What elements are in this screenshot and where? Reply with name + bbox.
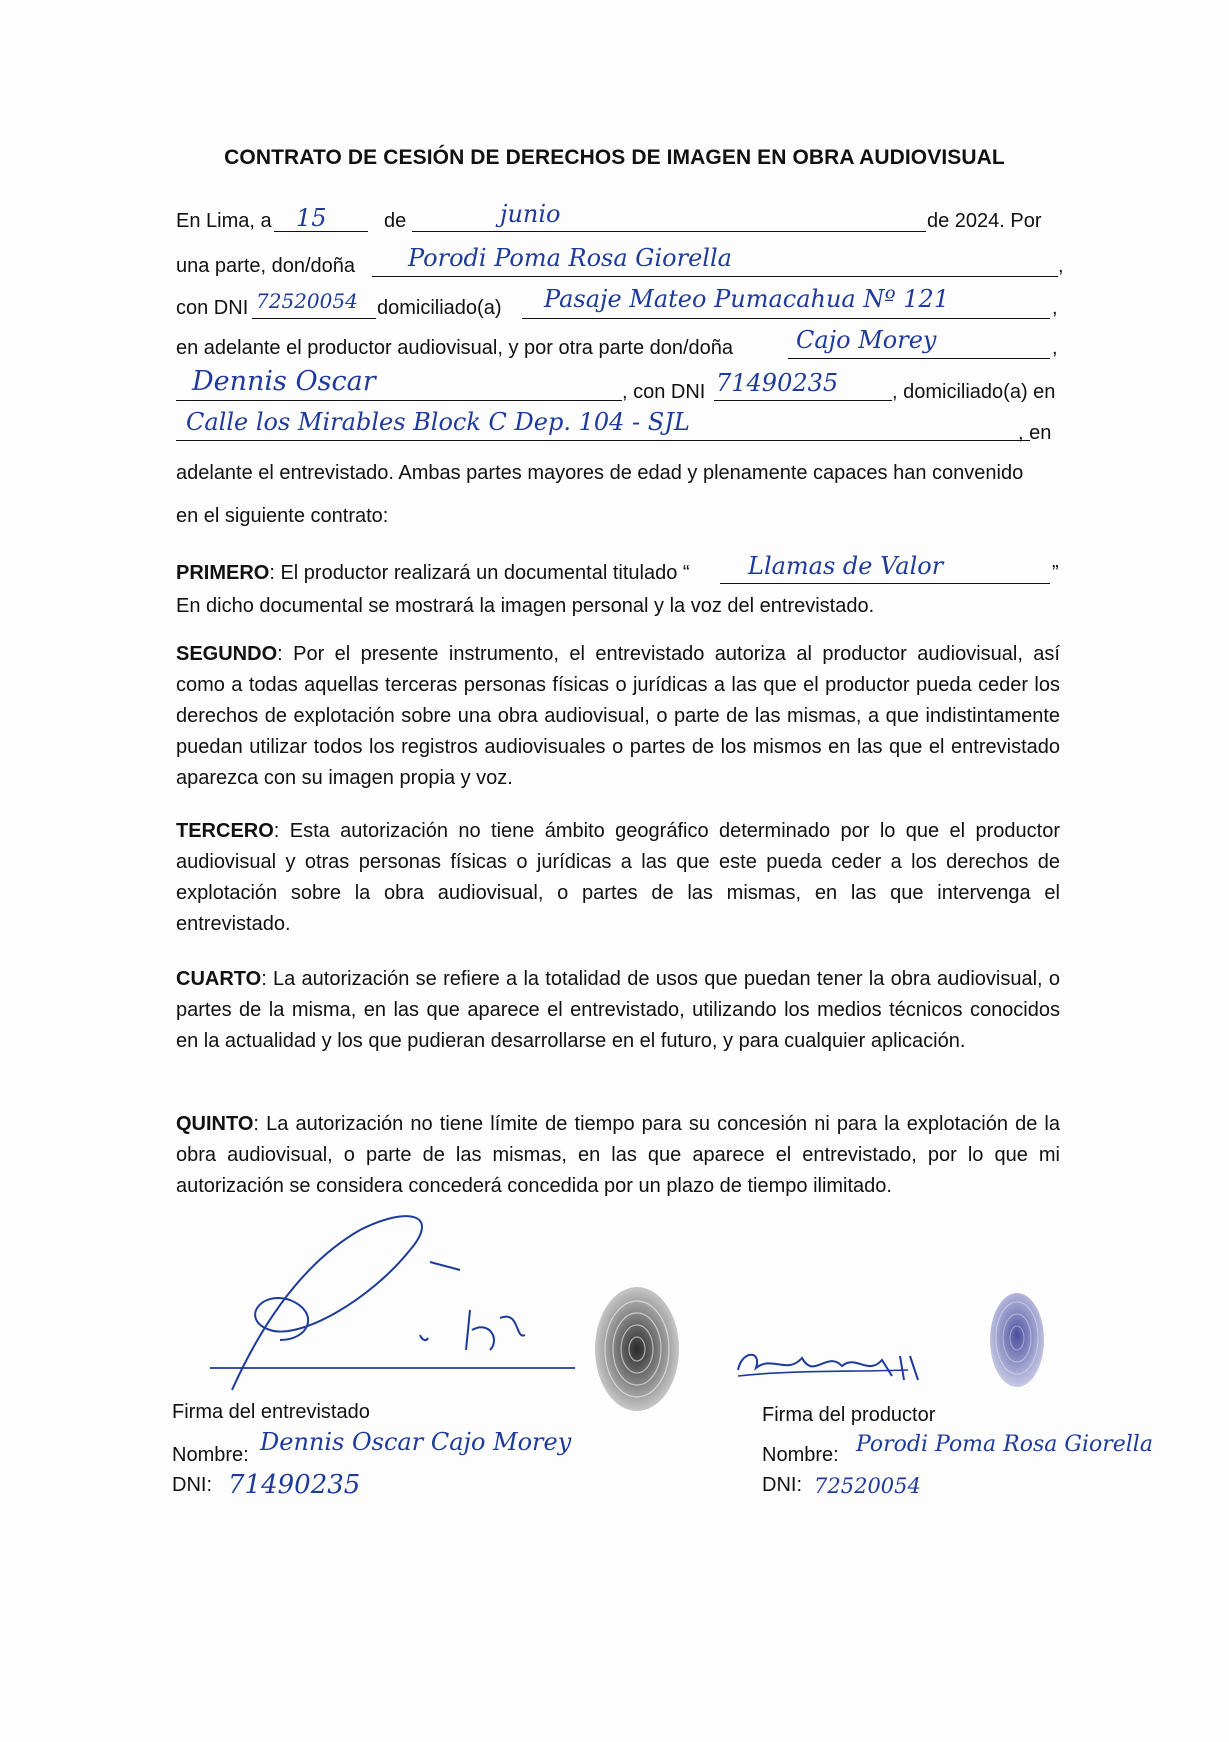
handwritten-interviewee-surname: Cajo Morey: [796, 326, 937, 354]
interviewee-signature-label: Firma del entrevistado: [172, 1401, 370, 1423]
handwritten-interviewee-signature-name: Dennis Oscar Cajo Morey: [260, 1428, 572, 1456]
text-en: , en: [1018, 422, 1052, 444]
producer-signature: [732, 1340, 932, 1390]
clause-primero-line-1: [176, 562, 690, 585]
interviewee-address-blank: [176, 440, 1030, 441]
text-siguiente-contrato: en el siguiente contrato:: [176, 505, 389, 527]
interviewee-signature: [170, 1200, 590, 1410]
clause-segundo-text: : Por el presente instrumento, el entrevistado autoriza al productor audiovisual, así como a todas aquellas terceras personas físicas o jurídicas a las que el productor pueda ceder los derechos de explotación sobre una obra audiovisual, o parte de las mismas, a que indistintamente puedan utilizar todos los registros audiovisuales o partes de los mismos en las que el entrevistado aparezca con su imagen propia y voz.: [176, 643, 1060, 789]
clause-quinto: [176, 1109, 1060, 1202]
interviewee-surname-blank: [788, 358, 1050, 359]
text-de-2024: de 2024. Por: [927, 210, 1042, 232]
handwritten-interviewee-signature-dni: 71490235: [228, 1470, 361, 1500]
clause-segundo: [176, 639, 1060, 794]
interviewee-nombre-label: Nombre:: [172, 1444, 249, 1466]
interviewee-fingerprint: [592, 1284, 682, 1414]
text-en-lima: En Lima, a: [176, 210, 272, 232]
producer-dni-blank: [252, 318, 376, 319]
text-una-parte: una parte, don/doña: [176, 255, 356, 277]
handwritten-producer-signature-dni: 72520054: [814, 1474, 921, 1498]
text-comma-3: ,: [1052, 337, 1058, 359]
handwritten-producer-signature-name: Porodi Poma Rosa Giorella: [856, 1432, 1153, 1457]
clause-tercero-text: : Esta autorización no tiene ámbito geográfico determinado por lo que el productor audiovisual y otras personas físicas o jurídicas a las que este pueda ceder a los derechos de explotación sobre la obra audiovisual, o partes de las mismas, en las que intervenga el entrevistado.: [176, 820, 1060, 935]
clause-cuarto-text: : La autorización se refiere a la totalidad de usos que puedan tener la obra audiovisual, o partes de la misma, en las que aparece el entrevistado, utilizando los medios técnicos conocidos en la actualidad y los que pudieran desarrollarse en el futuro, y para cualquier aplicación.: [176, 968, 1060, 1052]
clause-primero-quote-close: ”: [1052, 562, 1059, 584]
interviewee-given-blank: [176, 400, 622, 401]
text-con-dni-2: , con DNI: [622, 381, 706, 403]
handwritten-interviewee-dni: 71490235: [716, 369, 839, 397]
handwritten-day: 15: [296, 204, 327, 232]
month-blank: [412, 231, 926, 232]
text-adelante-entrevistado: adelante el entrevistado. Ambas partes mayores de edad y plenamente capaces han convenido: [176, 462, 1024, 484]
handwritten-documentary-title: Llamas de Valor: [748, 552, 944, 580]
handwritten-producer-dni: 72520054: [256, 289, 358, 313]
handwritten-producer-address: Pasaje Mateo Pumacahua Nº 121: [544, 285, 950, 313]
text-domiciliado-2: , domiciliado(a) en: [892, 381, 1056, 403]
producer-fingerprint: [988, 1290, 1046, 1390]
producer-signature-label: Firma del productor: [762, 1404, 936, 1426]
interviewee-dni-label: DNI:: [172, 1474, 212, 1496]
clause-quinto-text: : La autorización no tiene límite de tiempo para su concesión ni para la explotación de la obra audiovisual, o parte de las mismas, en las que aparece el entrevistado, por lo que mi autorización se considera concederá concedida por un plazo de tiempo ilimitado.: [176, 1113, 1060, 1197]
handwritten-producer-name: Porodi Poma Rosa Giorella: [408, 244, 732, 272]
clause-primero-text-2: En dicho documental se mostrará la imagen personal y la voz del entrevistado.: [176, 595, 875, 617]
clause-tercero: [176, 816, 1060, 940]
text-en-adelante-productor: en adelante el productor audiovisual, y por otra parte don/doña: [176, 337, 734, 359]
text-con-dni: con DNI: [176, 297, 249, 319]
clause-tercero-label: TERCERO: [176, 820, 274, 842]
handwritten-interviewee-given: Dennis Oscar: [192, 366, 376, 397]
interviewee-dni-blank: [714, 400, 892, 401]
producer-name-blank: [372, 276, 1058, 277]
clause-segundo-label: SEGUNDO: [176, 643, 278, 665]
handwritten-interviewee-address: Calle los Mirables Block C Dep. 104 - SJL: [186, 408, 690, 436]
clause-primero-label: PRIMERO: [176, 562, 270, 584]
document-title: CONTRATO DE CESIÓN DE DERECHOS DE IMAGEN EN OBRA AUDIOVISUAL: [224, 146, 1005, 169]
producer-nombre-label: Nombre:: [762, 1444, 839, 1466]
producer-dni-label: DNI:: [762, 1474, 802, 1496]
documentary-title-blank: [720, 583, 1050, 584]
text-comma-1: ,: [1058, 255, 1064, 277]
text-de: de: [384, 210, 407, 232]
clause-cuarto: [176, 964, 1060, 1057]
handwritten-month: junio: [500, 200, 561, 228]
clause-cuarto-label: CUARTO: [176, 968, 262, 990]
text-comma-2: ,: [1052, 297, 1058, 319]
producer-address-blank: [522, 318, 1050, 319]
clause-quinto-label: QUINTO: [176, 1113, 254, 1135]
text-domiciliado: domiciliado(a): [377, 297, 502, 319]
clause-primero-text-1: : El productor realizará un documental titulado “: [269, 562, 690, 584]
